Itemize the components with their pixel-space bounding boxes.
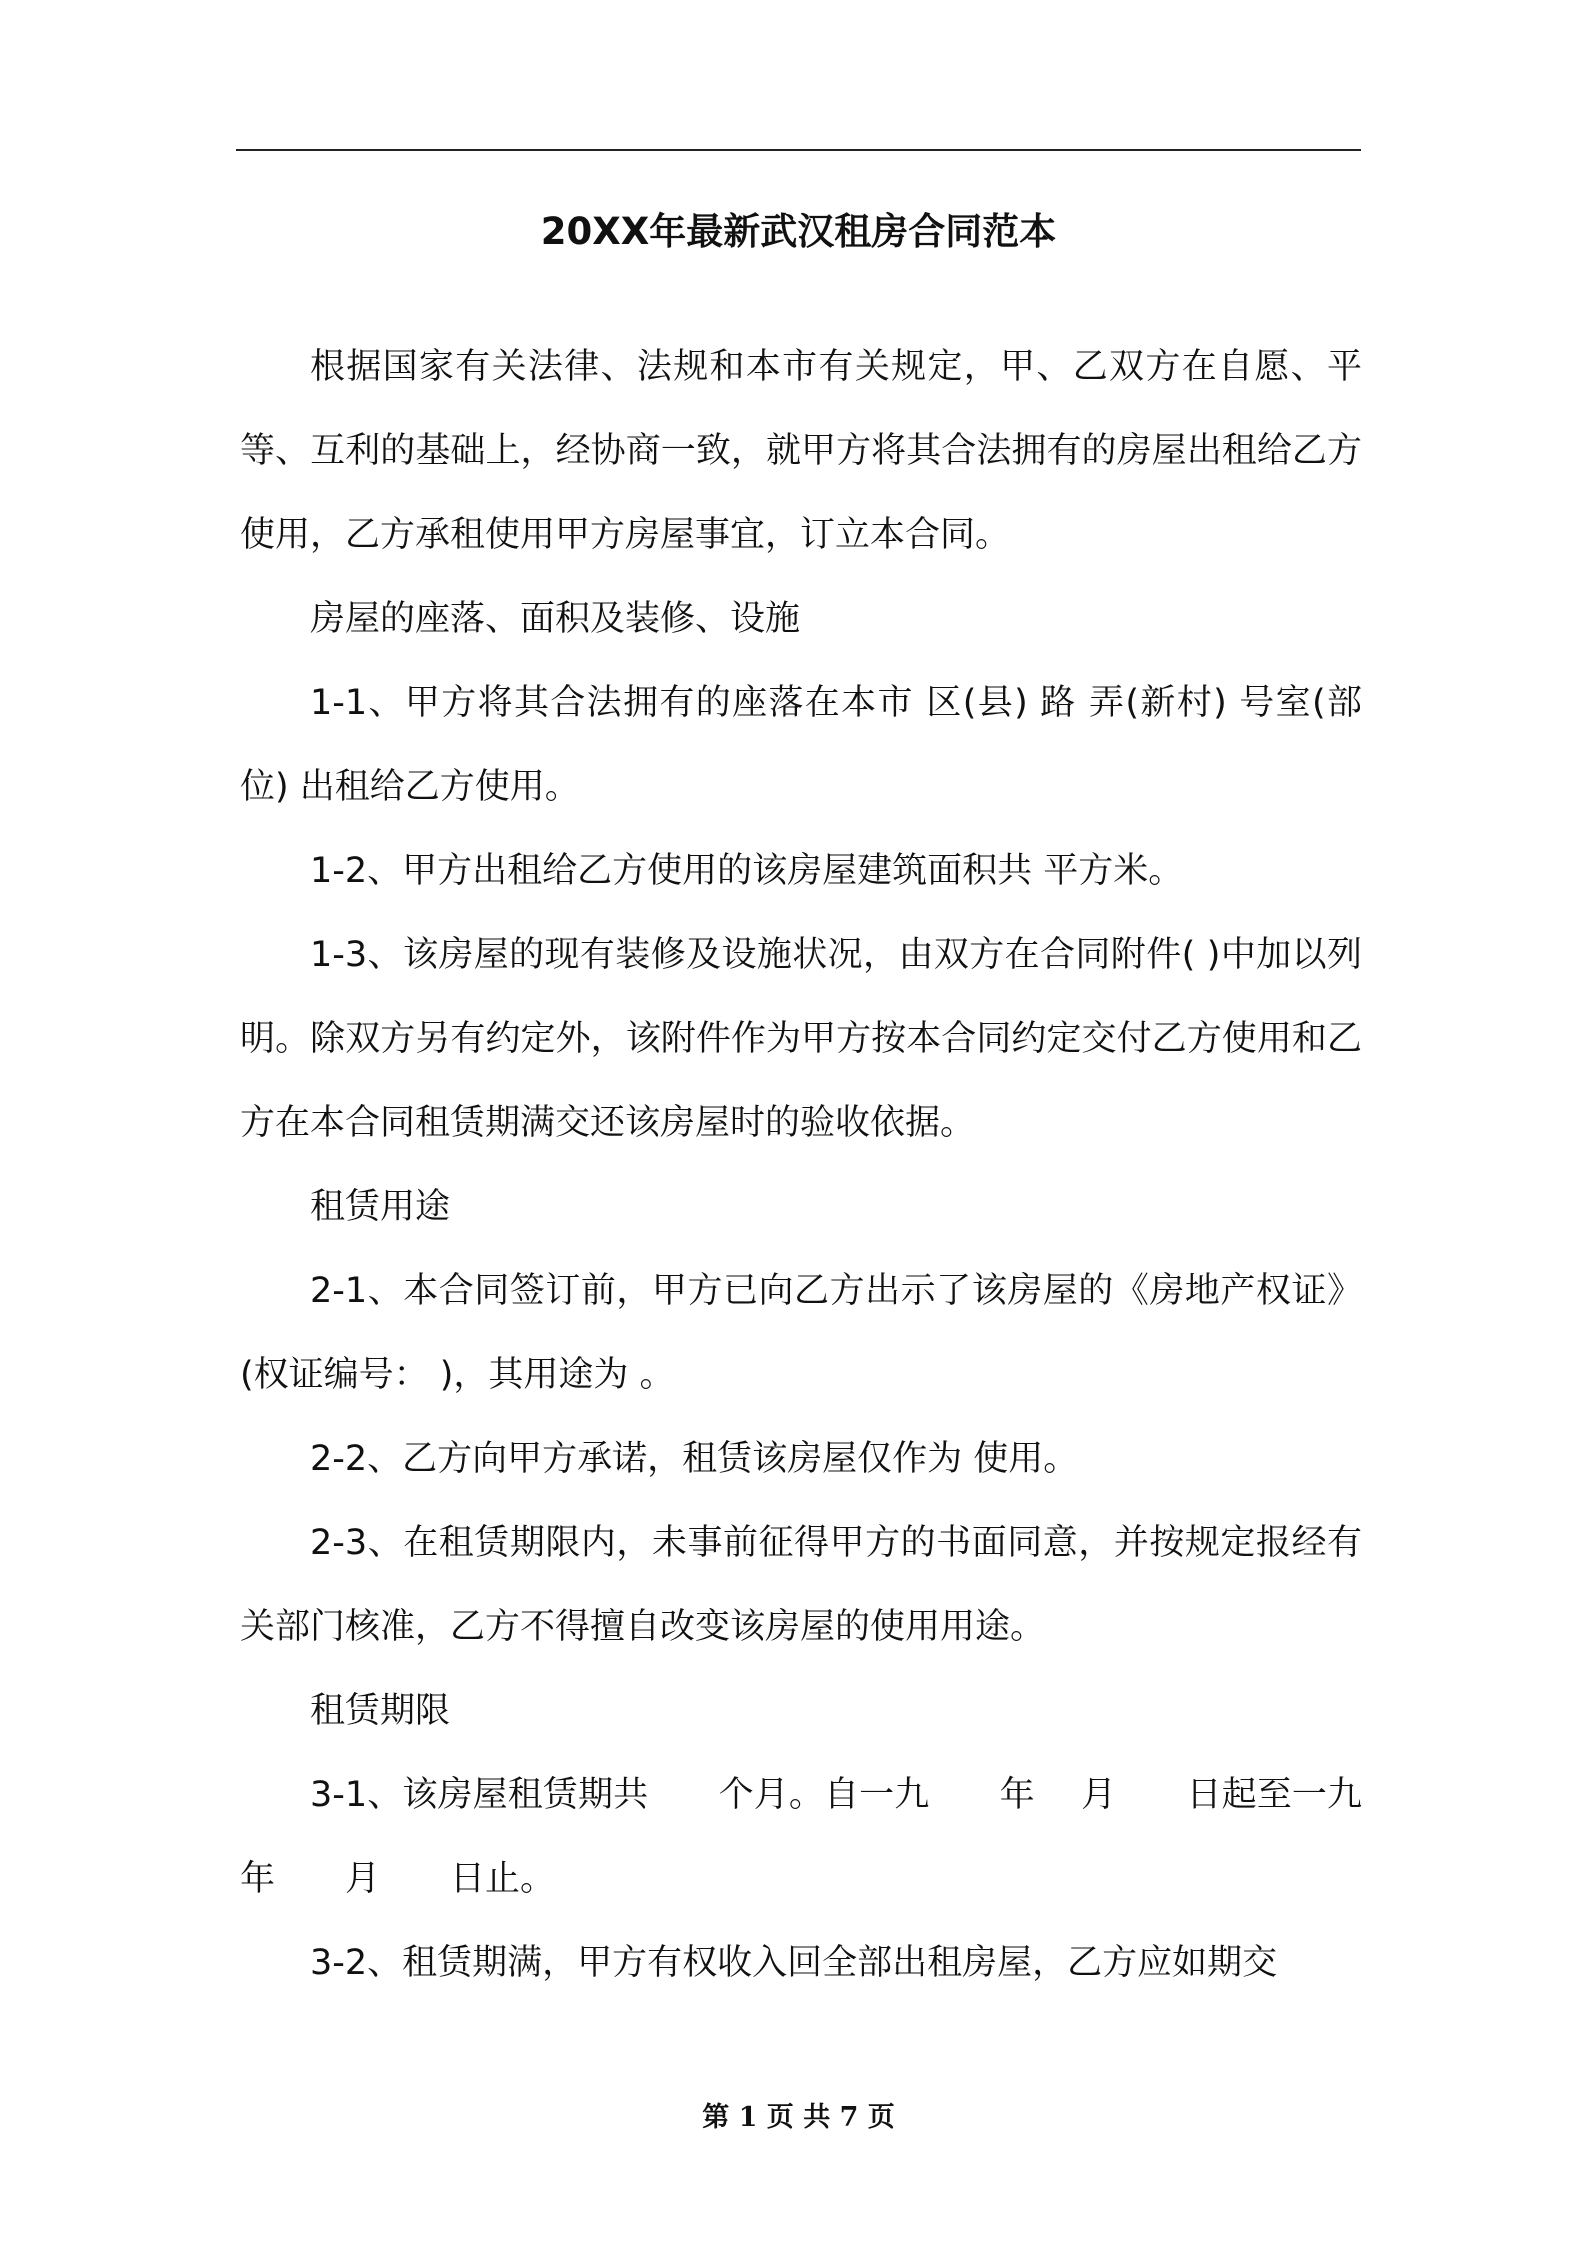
header-rule	[236, 149, 1361, 151]
clause-2-2: 2-2、乙方向甲方承诺，租赁该房屋仅作为 使用。	[310, 1439, 1079, 1479]
clause-1-2: 1-2、甲方出租给乙方使用的该房屋建筑面积共 平方米。	[310, 851, 1184, 891]
clause-3-2: 3-2、租赁期满，甲方有权收入回全部出租房屋，乙方应如期交	[310, 1943, 1278, 1983]
clause-3-1: 3-1、该房屋租赁期共 个月。自一九 年 月 日起至一九 年 月 日止。	[240, 1775, 1433, 1899]
clause-1-3: 1-3、该房屋的现有装修及设施状况，由双方在合同附件( )中加以列明。除双方另有约定外，该附件作为甲方按本合同约定交付乙方使用和乙方在本合同租赁期满交还该房屋时的验收依据。	[240, 935, 1362, 1143]
document-title: 20XX年最新武汉租房合同范本	[540, 210, 1057, 253]
document-body	[240, 325, 1433, 2005]
paragraph-intro: 根据国家有关法律、法规和本市有关规定，甲、乙双方在自愿、平等、互利的基础上，经协商一致，就甲方将其合法拥有的房屋出租给乙方使用，乙方承租使用甲方房屋事宜，订立本合同。	[240, 347, 1362, 555]
clause-2-1: 2-1、本合同签订前，甲方已向乙方出示了该房屋的《房地产权证》(权证编号： )，其用途为 。	[240, 1271, 1362, 1395]
page-number: 第 1 页 共 7 页	[702, 2102, 895, 2133]
section-heading-premises: 房屋的座落、面积及装修、设施	[310, 599, 801, 639]
clause-1-1: 1-1、甲方将其合法拥有的座落在本市 区(县) 路 弄(新村) 号室(部位) 出租给乙方使用。	[240, 683, 1362, 807]
section-heading-purpose: 租赁用途	[310, 1187, 451, 1227]
section-heading-term: 租赁期限	[310, 1691, 451, 1731]
clause-2-3: 2-3、在租赁期限内，未事前征得甲方的书面同意，并按规定报经有关部门核准，乙方不得擅自改变该房屋的使用用途。	[240, 1523, 1362, 1647]
